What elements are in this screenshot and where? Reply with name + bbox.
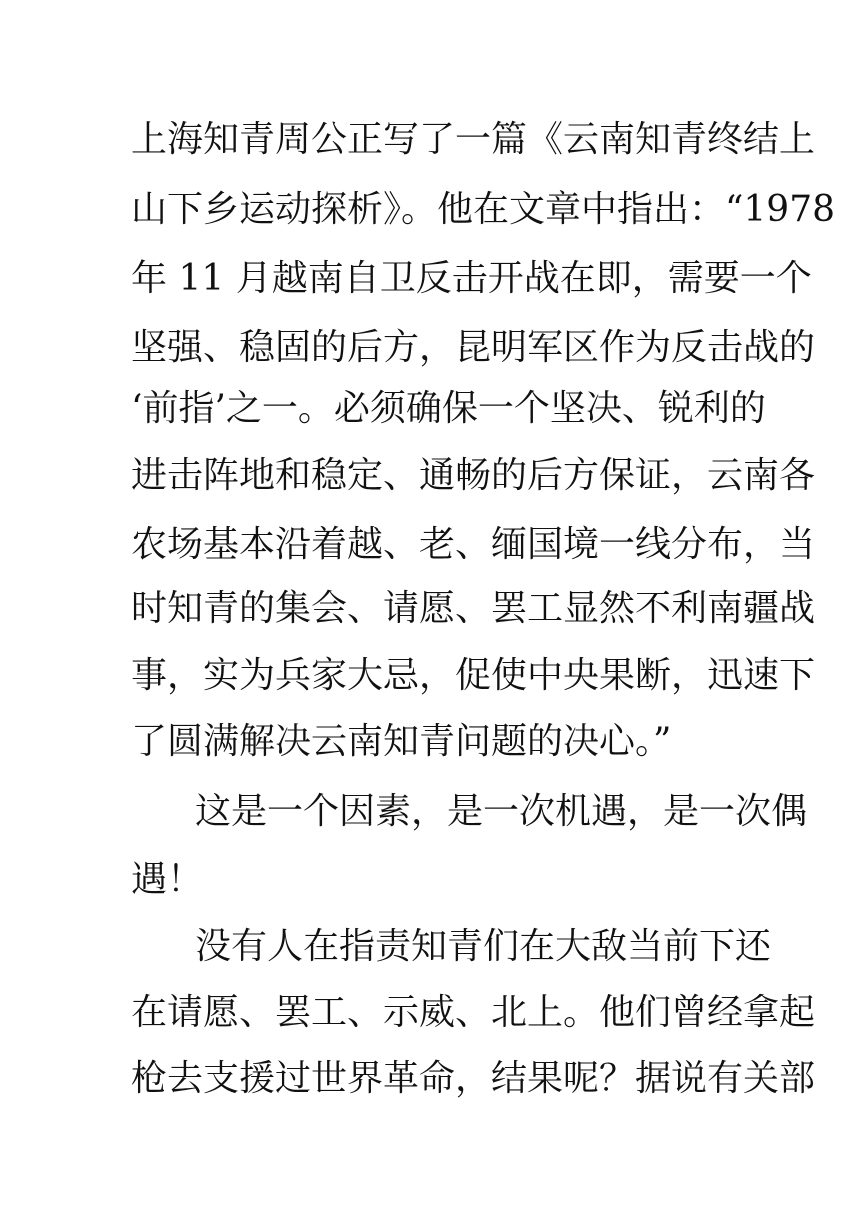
text-line: 坚强、稳固的后方，昆明军区作为反击战的 bbox=[131, 327, 816, 368]
paragraph-first-line: 没有人在指责知青们在大敌当前下还 bbox=[195, 926, 772, 967]
text-line: 山下乡运动探析》。他在文章中指出：“1978 bbox=[131, 189, 836, 230]
text-line: 遇！ bbox=[131, 859, 204, 900]
text-line: 上海知青周公正写了一篇《云南知青终结上 bbox=[131, 119, 816, 160]
text-line: 年 11 月越南自卫反击开战在即，需要一个 bbox=[131, 258, 812, 299]
text-line: 在请愿、罢工、示威、北上。他们曾经拿起 bbox=[131, 992, 816, 1033]
text-line: 枪去支援过世界革命，结果呢？据说有关部 bbox=[131, 1058, 816, 1099]
text-line: 农场基本沿着越、老、缅国境一线分布，当 bbox=[131, 524, 816, 565]
text-line: 了圆满解决云南知青问题的决心。” bbox=[131, 721, 672, 762]
text-line: 事，实为兵家大忌，促使中央果断，迅速下 bbox=[131, 655, 816, 696]
text-line: 时知青的集会、请愿、罢工显然不利南疆战 bbox=[131, 588, 816, 629]
text-line: ‘前指’之一。必须确保一个坚决、锐利的 bbox=[131, 388, 766, 429]
paragraph-first-line: 这是一个因素，是一次机遇，是一次偶 bbox=[195, 791, 808, 832]
text-line: 进击阵地和稳定、通畅的后方保证，云南各 bbox=[131, 455, 816, 496]
